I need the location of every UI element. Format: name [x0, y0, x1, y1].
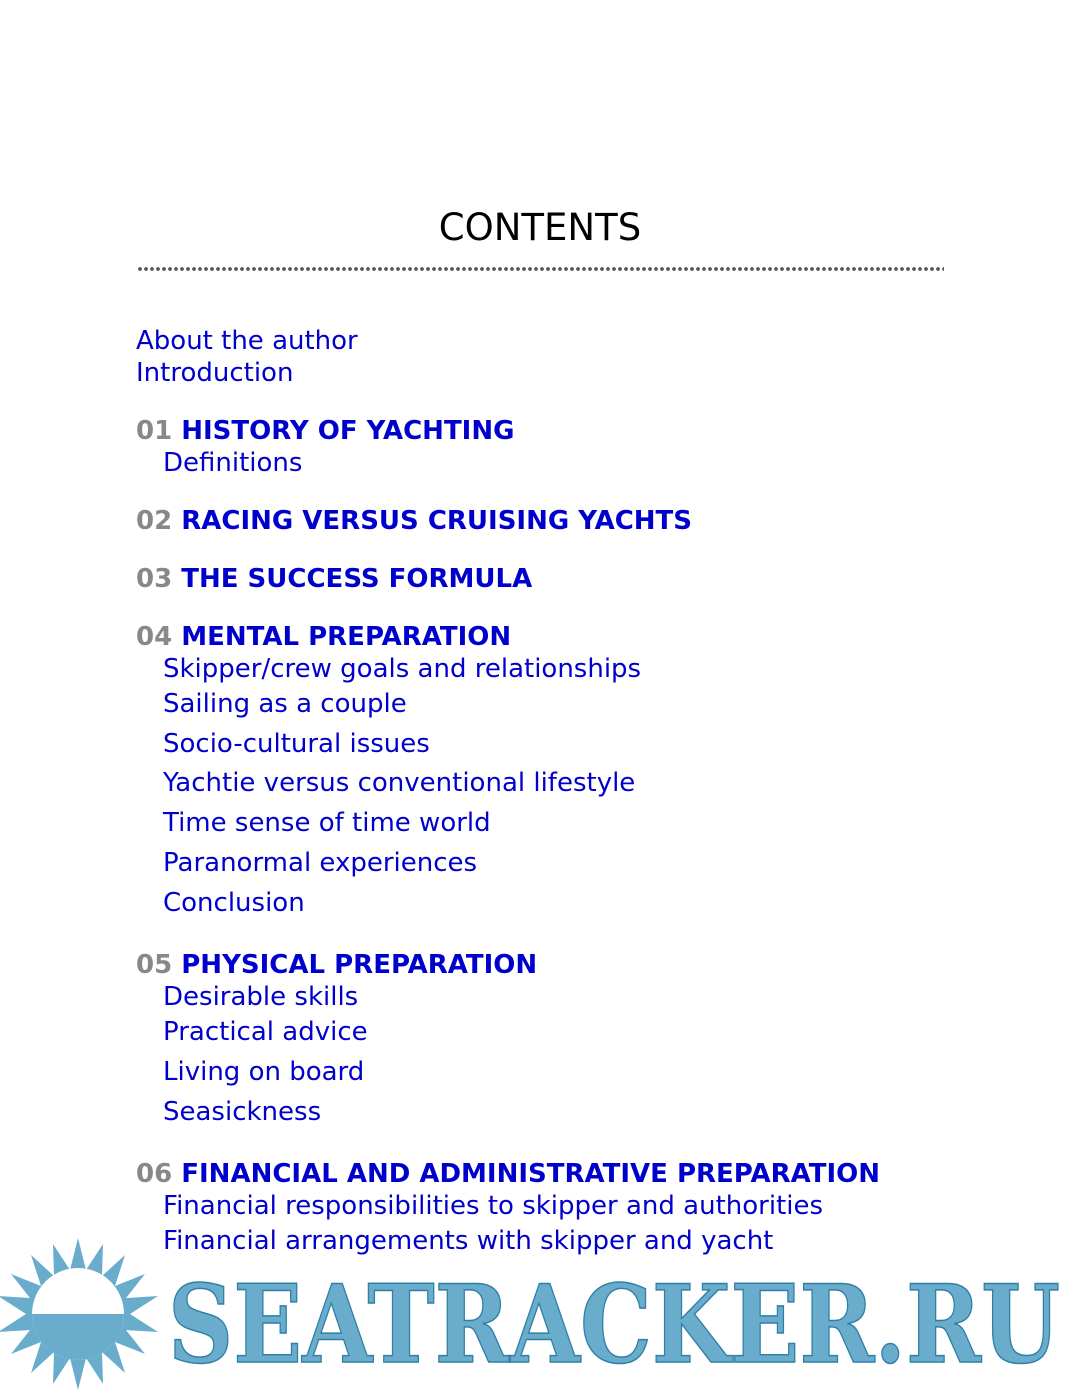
chapter-title-link[interactable]: FINANCIAL AND ADMINISTRATIVE PREPARATION [181, 1159, 880, 1190]
chapter-heading[interactable] [136, 505, 1016, 537]
toc-section-link[interactable]: Paranormal experiences [163, 847, 478, 878]
chapter-list [136, 415, 1016, 1262]
chapter-number: 05 [136, 950, 173, 981]
chapter-number: 02 [136, 506, 173, 536]
sun-logo-icon [0, 1238, 158, 1390]
chapter-heading[interactable] [136, 621, 1016, 653]
toc-section-link[interactable]: Skipper/crew goals and relationships [163, 654, 642, 684]
toc-section-link[interactable]: Conclusion [163, 887, 305, 918]
watermark-text: SEATRACKER.RU [168, 1262, 1060, 1388]
toc-section-link[interactable]: Financial responsibilities to skipper and authorities [163, 1191, 824, 1222]
chapter-heading[interactable] [136, 563, 1016, 595]
chapter-heading[interactable] [136, 415, 1016, 447]
dotted-divider [137, 265, 944, 273]
toc-section-link[interactable]: Time sense of time world [163, 808, 491, 839]
chapter-title-link[interactable]: RACING VERSUS CRUISING YACHTS [181, 506, 693, 536]
toc-link-about-author[interactable]: About the author [136, 326, 358, 356]
chapter-title-link[interactable]: THE SUCCESS FORMULA [181, 564, 533, 594]
chapter-block [136, 563, 1016, 595]
toc-section-link[interactable]: Seasickness [163, 1096, 322, 1127]
toc-section-link[interactable]: Definitions [163, 448, 303, 478]
chapter-title-link[interactable]: HISTORY OF YACHTING [181, 416, 515, 446]
chapter-number: 01 [136, 416, 173, 446]
toc-section-link[interactable]: Living on board [163, 1056, 365, 1087]
chapter-title-link[interactable]: PHYSICAL PREPARATION [181, 950, 538, 981]
chapter-block [136, 505, 1016, 537]
watermark [0, 1236, 1080, 1397]
chapter-number: 04 [136, 622, 173, 652]
chapter-block [136, 621, 1016, 923]
chapter-block [136, 415, 1016, 479]
toc-link-introduction[interactable]: Introduction [136, 358, 294, 388]
toc-section-link[interactable]: Financial arrangements with skipper and yacht [163, 1226, 774, 1257]
toc-section-link[interactable]: Practical advice [163, 1017, 368, 1048]
table-of-contents [136, 325, 1016, 1262]
toc-section-link[interactable]: Yachtie versus conventional lifestyle [163, 768, 636, 799]
chapter-heading[interactable] [136, 1158, 1016, 1190]
toc-section-link[interactable]: Desirable skills [163, 982, 359, 1013]
toc-section-link[interactable]: Sailing as a couple [163, 689, 407, 719]
chapter-number: 03 [136, 564, 173, 594]
chapter-heading[interactable] [136, 949, 1016, 981]
chapter-number: 06 [136, 1159, 173, 1190]
chapter-title-link[interactable]: MENTAL PREPARATION [181, 622, 512, 652]
toc-section-link[interactable]: Socio-cultural issues [163, 728, 430, 759]
page-title: CONTENTS [438, 206, 642, 249]
chapter-block [136, 949, 1016, 1132]
